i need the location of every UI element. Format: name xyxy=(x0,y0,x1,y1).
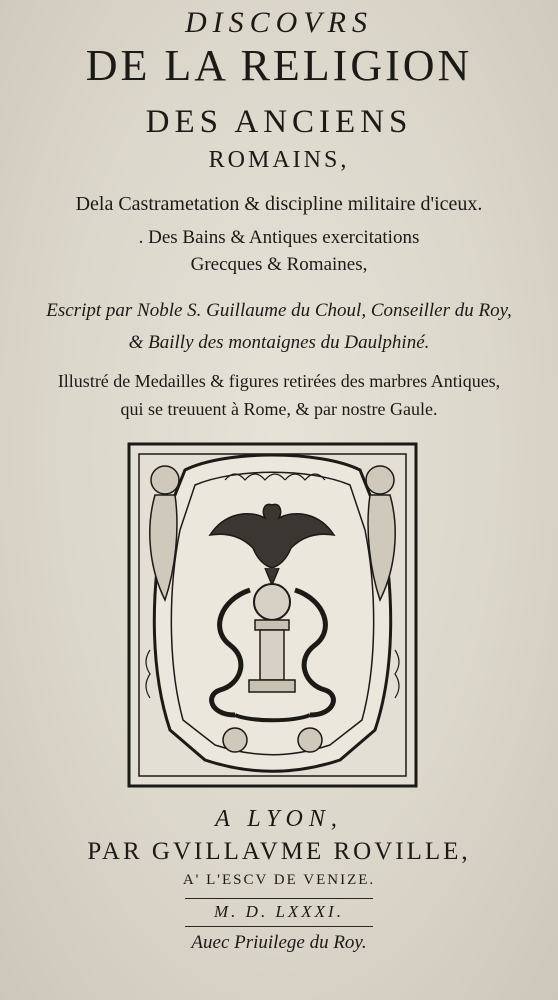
divider-rule xyxy=(185,926,373,927)
author-line: Escript par Noble S. Guillaume du Choul, Conseiller du Roy, xyxy=(46,300,512,321)
title-line-religion: DE LA RELIGION xyxy=(85,41,473,90)
imprint-privilege: Auec Priuilege du Roy. xyxy=(191,932,367,953)
illustration-note-line1: Illustré de Medailles & figures retirées des marbres Antiques, xyxy=(57,371,501,391)
title-line-romains: ROMAINS, xyxy=(208,147,350,173)
illustration-note-line2: qui se treuuent à Rome, & par nostre Gaule. xyxy=(120,399,438,419)
title-line-discours: DISCOVRS xyxy=(185,6,373,39)
imprint-address: A' L'ESCV DE VENIZE. xyxy=(182,872,376,888)
imprint-city: A LYON, xyxy=(215,806,343,832)
imprint-year: M. D. LXXXI. xyxy=(214,902,344,921)
subtitle-grecques: Grecques & Romaines, xyxy=(190,254,368,275)
divider-rule xyxy=(185,898,373,899)
subtitle-bains: . Des Bains & Antiques exercitations xyxy=(138,227,420,248)
title-line-anciens: DES ANCIENS xyxy=(145,104,413,140)
author-title-line: & Bailly des montaignes du Daulphiné. xyxy=(128,332,430,353)
printer-mark-icon xyxy=(125,440,420,790)
imprint-printer: PAR GVILLAVME ROVILLE, xyxy=(87,838,471,865)
subtitle-castrametation: Dela Castrametation & discipline militaire d'iceux. xyxy=(75,193,483,215)
